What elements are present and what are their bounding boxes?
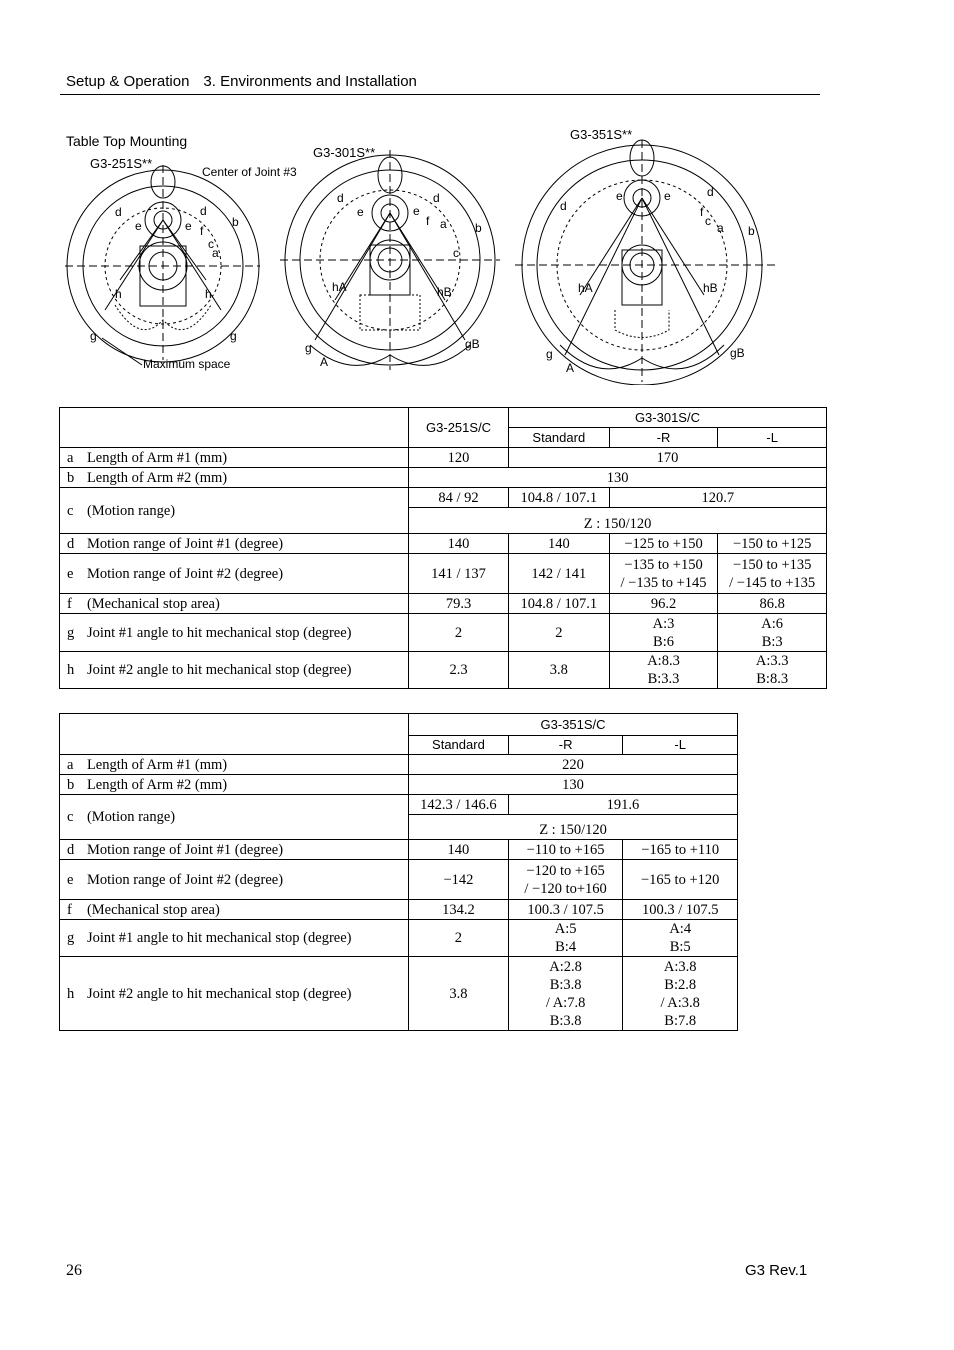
cell <box>508 920 623 957</box>
table2-variant-standard: Standard <box>409 736 509 755</box>
svg-text:h: h <box>115 287 122 301</box>
row-key: b <box>60 775 87 795</box>
row-key: f <box>60 900 87 920</box>
svg-text:h: h <box>205 287 212 301</box>
cell-line: B:8.3 <box>756 671 789 687</box>
row-desc: Motion range of Joint #1 (degree) <box>87 534 409 554</box>
header-rule <box>60 94 820 95</box>
row-key: d <box>60 840 87 860</box>
cell <box>623 957 738 1031</box>
cell: 191.6 <box>508 795 737 815</box>
model-label-301: G3-301S** <box>313 145 376 160</box>
row-desc: Motion range of Joint #1 (degree) <box>87 840 409 860</box>
cell: −165 to +120 <box>623 860 738 900</box>
row-key: h <box>60 957 87 1031</box>
table-row <box>60 534 827 554</box>
row-key: b <box>60 468 87 488</box>
cell-line: B:7.8 <box>664 1012 697 1029</box>
cell: 142 / 141 <box>508 554 609 594</box>
cell <box>718 554 827 594</box>
row-desc: (Mechanical stop area) <box>87 594 409 614</box>
table-row <box>60 920 738 957</box>
cell-line: B:5 <box>669 939 691 955</box>
svg-text:g: g <box>90 329 97 343</box>
cell-line: A:3.8 <box>663 958 697 975</box>
svg-text:hA: hA <box>332 280 347 294</box>
row-desc: (Motion range) <box>87 488 409 534</box>
svg-text:c: c <box>453 246 459 260</box>
cell: 79.3 <box>409 594 509 614</box>
svg-text:c: c <box>208 237 214 251</box>
cell <box>609 554 718 594</box>
row-desc: Motion range of Joint #2 (degree) <box>87 860 409 900</box>
svg-text:hB: hB <box>703 281 718 295</box>
cell: 120.7 <box>609 488 826 508</box>
row-desc: Joint #1 angle to hit mechanical stop (degree) <box>87 614 409 652</box>
svg-text:f: f <box>200 224 204 238</box>
svg-text:b: b <box>475 221 482 235</box>
cell-line: / A:3.8 <box>660 994 700 1011</box>
cell: 100.3 / 107.5 <box>623 900 738 920</box>
svg-text:b: b <box>748 224 755 238</box>
svg-text:A: A <box>320 355 329 369</box>
svg-text:e: e <box>357 205 364 219</box>
row-key: e <box>60 554 87 594</box>
svg-text:c: c <box>705 214 711 228</box>
cell-line: B:4 <box>555 939 577 955</box>
cell: 142.3 / 146.6 <box>409 795 509 815</box>
cell: 170 <box>508 448 826 468</box>
cell-line: −135 to +150 <box>624 556 703 573</box>
cell: 120 <box>409 448 509 468</box>
cell: 2 <box>409 920 509 957</box>
cell-line: / A:7.8 <box>545 994 586 1011</box>
table-row <box>60 860 738 900</box>
table-row <box>60 488 827 508</box>
row-desc: Length of Arm #2 (mm) <box>87 468 409 488</box>
svg-text:d: d <box>707 185 714 199</box>
row-desc: (Motion range) <box>87 795 409 840</box>
cell <box>718 652 827 689</box>
cell <box>623 920 738 957</box>
svg-text:a: a <box>212 246 219 260</box>
table-row <box>60 840 738 860</box>
cell-line: A:3 <box>652 615 675 632</box>
row-key: d <box>60 534 87 554</box>
cell: 84 / 92 <box>409 488 509 508</box>
cell-line: A:5 <box>554 921 577 937</box>
cell-line: −150 to +135 <box>732 556 812 573</box>
table1-model-301: G3-301S/C <box>508 408 826 428</box>
annotation-center-joint3: Center of Joint #3 <box>202 165 297 179</box>
table1-model-251: G3-251S/C <box>409 408 509 448</box>
svg-text:g: g <box>305 341 312 355</box>
cell <box>508 860 623 900</box>
svg-text:e: e <box>616 189 623 203</box>
cell-line: A:8.3 <box>647 653 680 669</box>
cell-line: A:4 <box>669 921 692 937</box>
svg-text:hA: hA <box>578 281 593 295</box>
table-row <box>60 614 827 652</box>
cell: 130 <box>409 468 827 488</box>
cell: −165 to +110 <box>623 840 738 860</box>
table2-variant-l: -L <box>623 736 738 755</box>
header-section: Setup & Operation <box>66 73 190 90</box>
figure-caption: Table Top Mounting <box>66 133 188 149</box>
running-header <box>66 73 417 90</box>
row-desc: Length of Arm #1 (mm) <box>87 755 409 775</box>
table2-variant-r: -R <box>508 736 623 755</box>
table-row <box>60 755 738 775</box>
svg-text:e: e <box>664 189 671 203</box>
cell-line: A:6 <box>761 615 784 632</box>
svg-text:e: e <box>185 219 192 233</box>
cell-line: B:3.8 <box>549 1012 582 1029</box>
robot-motion-range-diagrams <box>60 120 840 385</box>
table-row <box>60 795 738 815</box>
cell-line: B:3.8 <box>549 976 582 993</box>
cell-line: A:3.3 <box>755 653 789 669</box>
table-row <box>60 594 827 614</box>
table2-model-351: G3-351S/C <box>409 714 738 736</box>
table2-corner <box>60 714 409 755</box>
cell: 2 <box>409 614 509 652</box>
cell: 140 <box>508 534 609 554</box>
spec-table-351 <box>59 713 738 1031</box>
table-row <box>60 957 738 1031</box>
cell-line: / −135 to +145 <box>620 574 707 591</box>
svg-text:a: a <box>717 221 724 235</box>
table-row <box>60 448 827 468</box>
cell: 3.8 <box>409 957 509 1031</box>
cell: −110 to +165 <box>508 840 623 860</box>
spec-table-251-301 <box>59 407 827 689</box>
cell-line: / −120 to+160 <box>524 880 607 897</box>
svg-text:gB: gB <box>465 337 480 351</box>
document-revision: G3 Rev.1 <box>745 1262 808 1279</box>
annotation-maximum-space: Maximum space <box>143 357 231 371</box>
cell: 104.8 / 107.1 <box>508 488 609 508</box>
svg-text:g: g <box>230 329 237 343</box>
row-desc: (Mechanical stop area) <box>87 900 409 920</box>
cell: 134.2 <box>409 900 509 920</box>
svg-text:e: e <box>135 219 142 233</box>
cell: 96.2 <box>609 594 718 614</box>
cell-line: A:2.8 <box>549 958 582 975</box>
row-desc: Joint #2 angle to hit mechanical stop (degree) <box>87 957 409 1031</box>
row-desc: Joint #2 angle to hit mechanical stop (degree) <box>87 652 409 689</box>
cell: 86.8 <box>718 594 827 614</box>
svg-text:f: f <box>700 205 704 219</box>
cell: 141 / 137 <box>409 554 509 594</box>
svg-text:d: d <box>200 204 207 218</box>
table1-variant-l: -L <box>718 428 827 448</box>
cell-line: −120 to +165 <box>526 862 605 879</box>
model-label-251: G3-251S** <box>90 156 153 171</box>
svg-text:f: f <box>426 214 430 228</box>
cell-line: / −145 to +135 <box>729 574 816 591</box>
cell: 130 <box>409 775 738 795</box>
row-key: h <box>60 652 87 689</box>
cell: 100.3 / 107.5 <box>508 900 623 920</box>
row-desc: Length of Arm #1 (mm) <box>87 448 409 468</box>
svg-text:g: g <box>546 347 553 361</box>
cell <box>609 614 718 652</box>
cell: 2 <box>508 614 609 652</box>
svg-text:e: e <box>413 204 420 218</box>
cell: 140 <box>409 534 509 554</box>
svg-text:b: b <box>232 215 239 229</box>
cell: 3.8 <box>508 652 609 689</box>
table-row <box>60 775 738 795</box>
cell-line: B:6 <box>653 633 674 650</box>
cell: −125 to +150 <box>609 534 718 554</box>
svg-text:a: a <box>440 217 447 231</box>
row-key: a <box>60 755 87 775</box>
cell: Z : 150/120 <box>409 508 827 534</box>
row-key: a <box>60 448 87 468</box>
svg-text:d: d <box>115 205 122 219</box>
svg-text:A: A <box>566 361 575 375</box>
table-row <box>60 652 827 689</box>
cell: Z : 150/120 <box>409 815 738 840</box>
table1-corner <box>60 408 409 448</box>
row-desc: Joint #1 angle to hit mechanical stop (degree) <box>87 920 409 957</box>
row-key: e <box>60 860 87 900</box>
svg-text:hB: hB <box>437 285 452 299</box>
table-row <box>60 554 827 594</box>
cell: 220 <box>409 755 738 775</box>
table-row <box>60 468 827 488</box>
row-key: c <box>60 488 87 534</box>
row-key: g <box>60 920 87 957</box>
header-chapter: 3. Environments and Installation <box>203 73 417 90</box>
mounting-figure <box>60 120 840 385</box>
row-desc: Length of Arm #2 (mm) <box>87 775 409 795</box>
svg-text:d: d <box>560 199 567 213</box>
cell: 140 <box>409 840 509 860</box>
model-label-351: G3-351S** <box>570 127 633 142</box>
cell: −142 <box>409 860 509 900</box>
cell: 2.3 <box>409 652 509 689</box>
cell-line: B:2.8 <box>664 976 697 993</box>
row-key: g <box>60 614 87 652</box>
svg-text:d: d <box>433 191 440 205</box>
page-number: 26 <box>66 1262 82 1279</box>
table1-variant-standard: Standard <box>508 428 609 448</box>
cell: −150 to +125 <box>718 534 827 554</box>
cell: 104.8 / 107.1 <box>508 594 609 614</box>
row-key: f <box>60 594 87 614</box>
cell <box>508 957 623 1031</box>
svg-text:gB: gB <box>730 346 745 360</box>
row-key: c <box>60 795 87 840</box>
cell-line: B:3 <box>761 633 783 650</box>
svg-text:d: d <box>337 191 344 205</box>
table1-variant-r: -R <box>609 428 718 448</box>
cell <box>718 614 827 652</box>
cell-line: B:3.3 <box>647 671 680 687</box>
row-desc: Motion range of Joint #2 (degree) <box>87 554 409 594</box>
cell <box>609 652 718 689</box>
table-row <box>60 900 738 920</box>
